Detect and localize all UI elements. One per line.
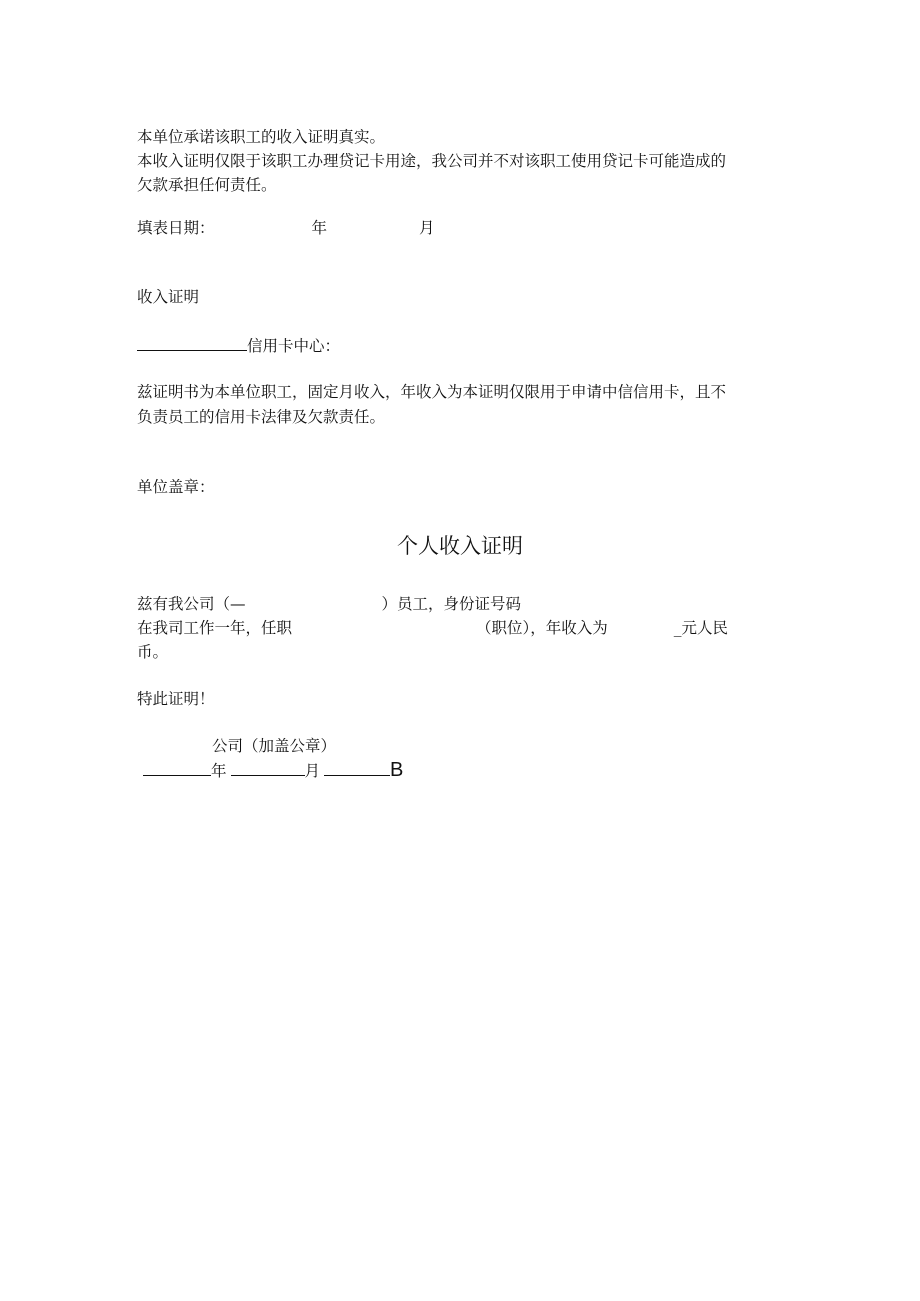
position-row — [137, 618, 728, 638]
fill-date-month: 月 — [419, 219, 435, 237]
date-month: 月 — [304, 762, 321, 780]
income-currency-text: _元人民 — [673, 619, 729, 637]
month-blank — [231, 761, 305, 776]
fill-date-row — [137, 218, 435, 238]
usage-limit-line: 本收入证明仅限于该职工办理贷记卡用途，我公司并不对该职工使用贷记卡可能造成的 — [137, 152, 727, 170]
currency-tail: 币。 — [137, 643, 169, 661]
work-years-text: 在我司工作一年，任职 — [137, 619, 293, 637]
card-center-label: 信用卡中心： — [247, 337, 341, 355]
liability-line: 欠款承担任何责任。 — [137, 176, 277, 194]
personal-income-title: 个人收入证明 — [397, 534, 523, 558]
bank-name-blank — [137, 336, 247, 351]
cert-body-line-2: 负责员工的信用卡法律及欠款责任。 — [137, 408, 386, 426]
employee-company-text: 兹有我公司（— — [137, 595, 246, 613]
commitment-line: 本单位承诺该职工的收入证明真实。 — [137, 128, 386, 146]
day-blank — [324, 761, 390, 776]
signature-date-row — [143, 760, 403, 781]
date-year: 年 — [211, 762, 227, 780]
position-income-text: （职位），年收入为 — [476, 619, 608, 637]
company-seal-label: 公司（加盖公章） — [212, 737, 337, 755]
date-day-letter: B — [390, 759, 404, 781]
employee-row — [137, 594, 521, 614]
fill-date-label: 填表日期： — [137, 219, 215, 237]
year-blank — [143, 761, 211, 776]
employee-id-text: ）员工，身份证号码 — [381, 595, 522, 613]
unit-seal-label: 单位盖章： — [137, 478, 215, 496]
hereby-certify: 特此证明！ — [137, 690, 215, 708]
income-cert-heading: 收入证明 — [137, 288, 200, 306]
cert-body-line-1: 兹证明书为本单位职工，固定月收入，年收入为本证明仅限用于申请中信信用卡，且不 — [137, 383, 727, 401]
card-center-row — [137, 336, 340, 356]
fill-date-year: 年 — [311, 219, 328, 237]
